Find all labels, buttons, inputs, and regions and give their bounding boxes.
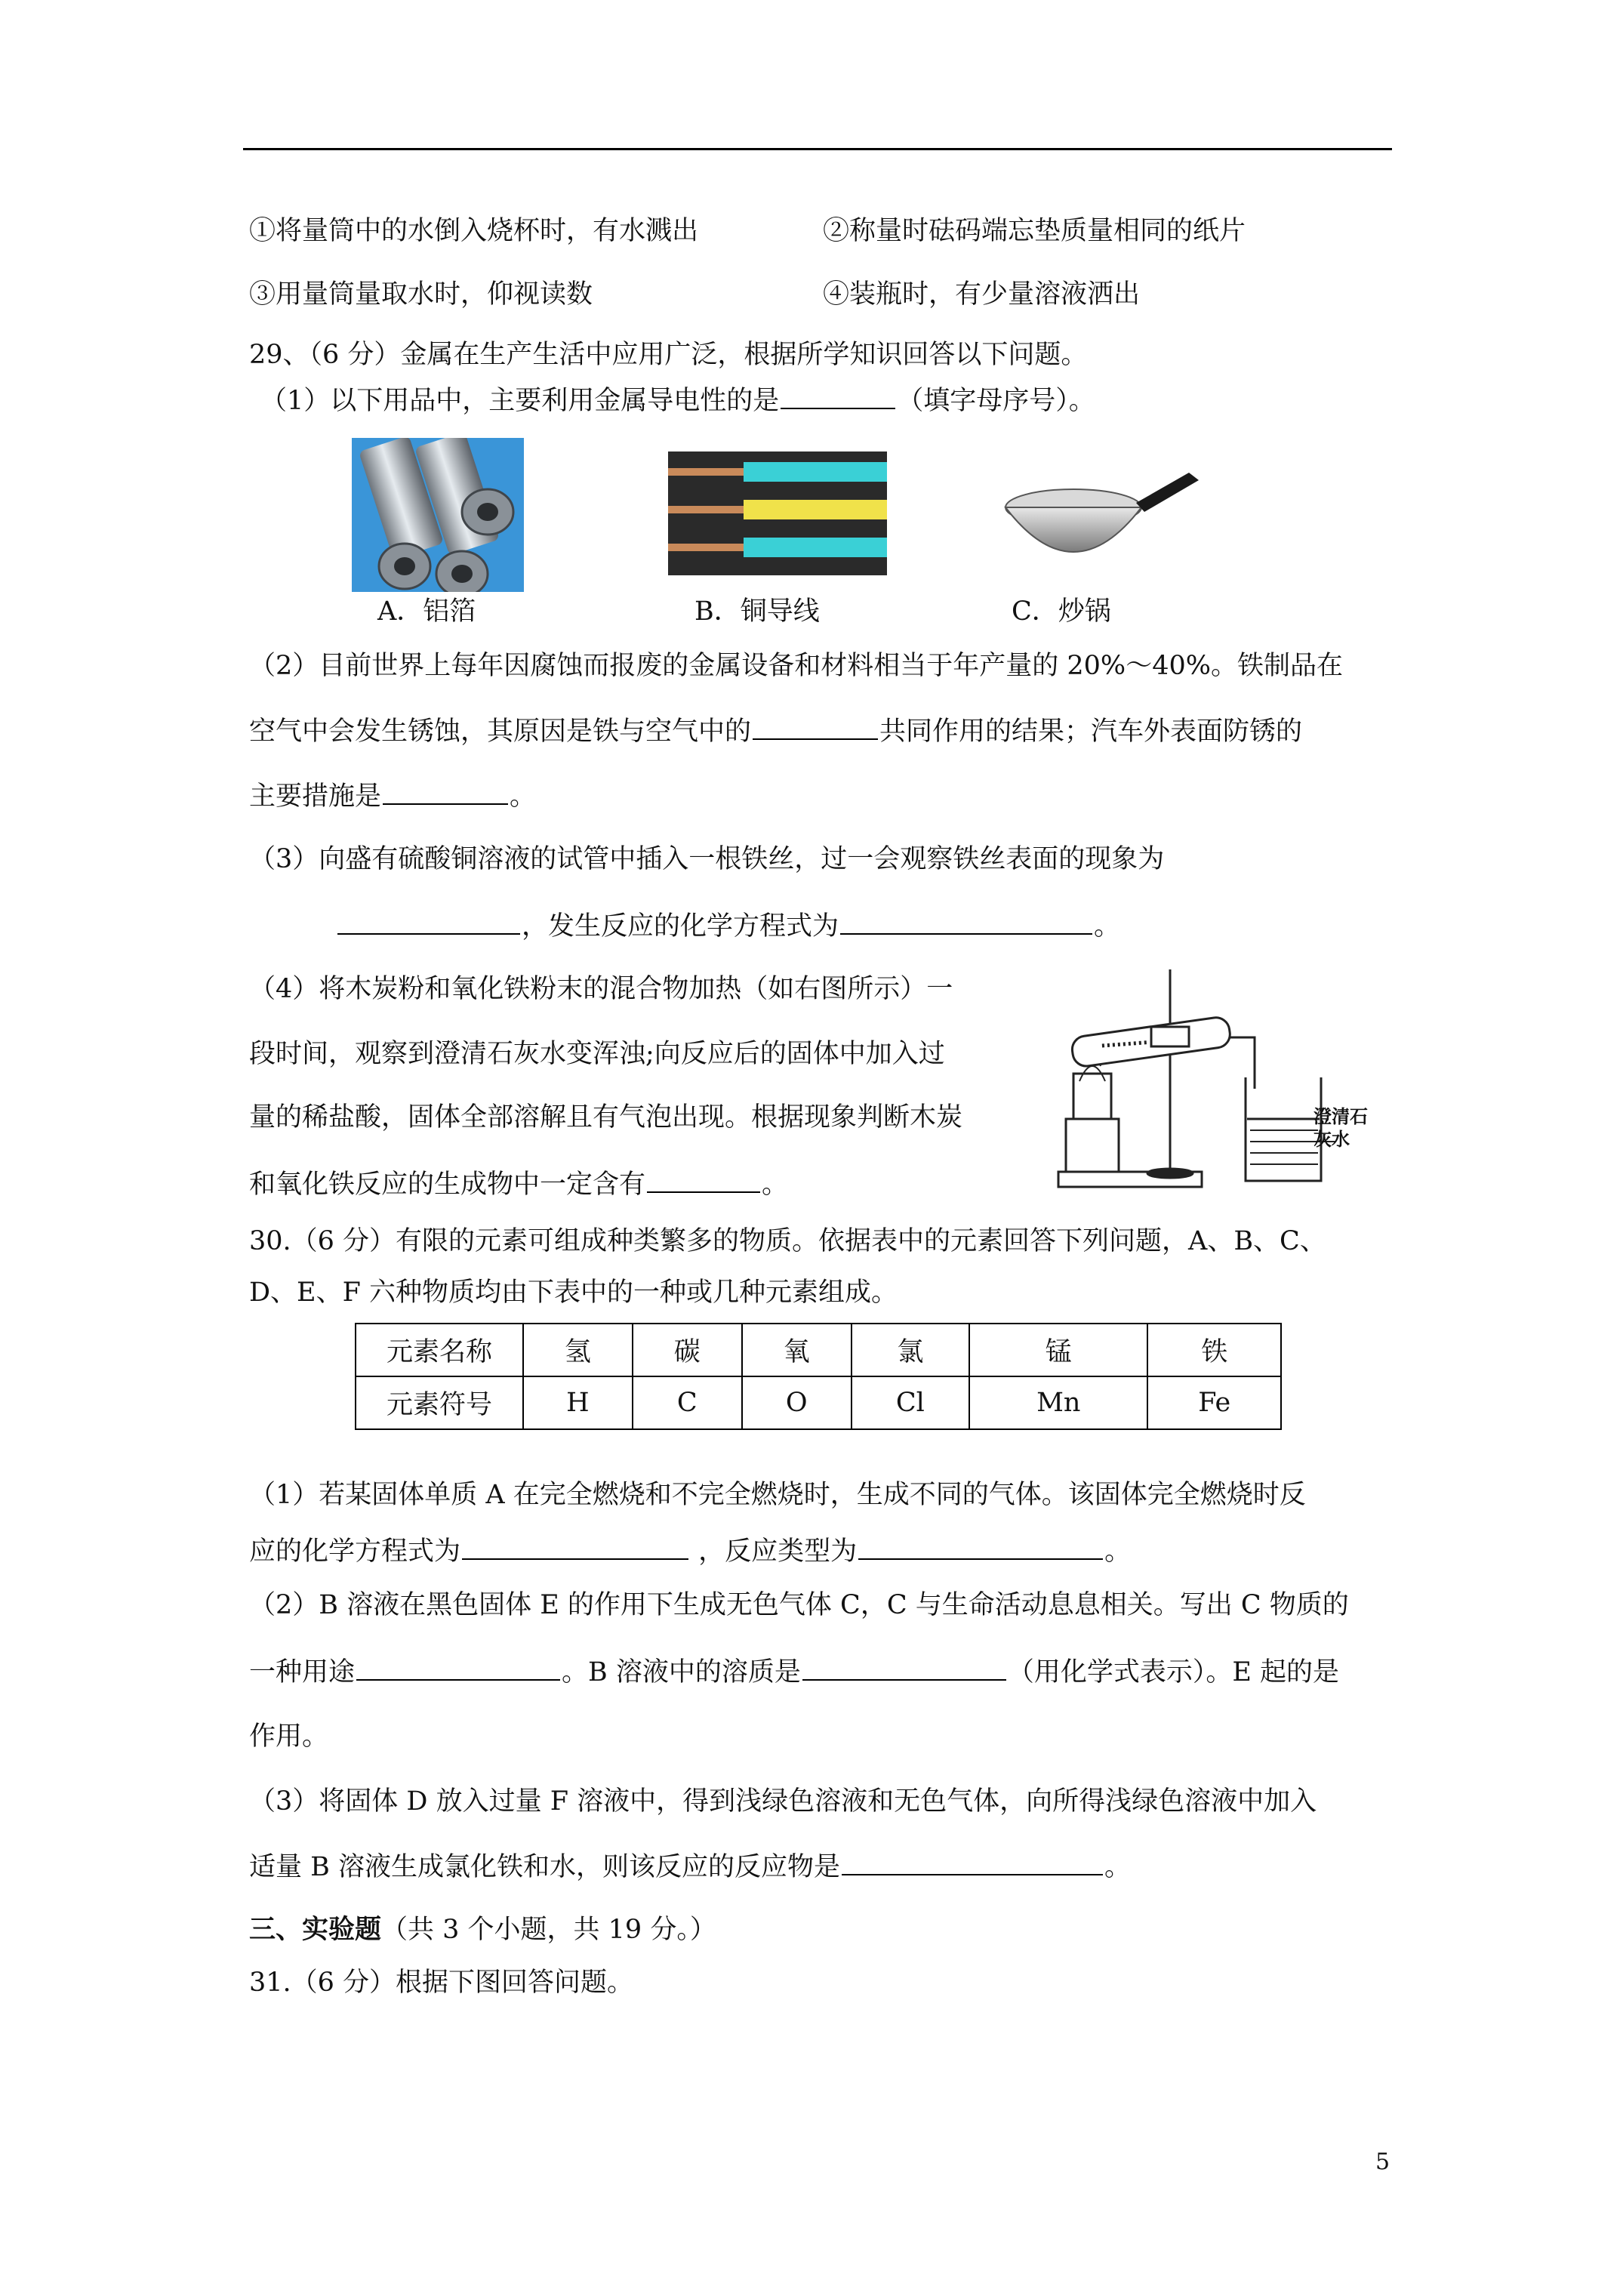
q30-part2-line2: 一种用途 。B 溶液中的溶质是 （用化学式表示）。E 起的是 — [249, 1653, 1339, 1690]
option-3: ③用量筒量取水时，仰视读数 — [249, 279, 593, 310]
table-cell: 锰 — [969, 1324, 1147, 1376]
q31-title: 31.（6 分）根据下图回答问题。 — [249, 1968, 634, 1998]
answer-blank[interactable] — [356, 1653, 560, 1681]
answer-blank[interactable] — [842, 1848, 1103, 1875]
q29-title: 29、（6 分）金属在生产生活中应用广泛，根据所学知识回答以下问题。 — [249, 340, 1088, 370]
option-4: ④装瓶时，有少量溶液洒出 — [823, 279, 1141, 310]
q30-part3-line2: 适量 B 溶液生成氯化铁和水，则该反应的反应物是 。 — [249, 1848, 1131, 1885]
q29-part3-line1: （3）向盛有硫酸铜溶液的试管中插入一根铁丝，过一会观察铁丝表面的现象为 — [249, 844, 1165, 874]
answer-blank[interactable] — [647, 1166, 760, 1193]
q30-part2-line1: （2）B 溶液在黑色固体 E 的作用下生成无色气体 C，C 与生命活动息息相关。写出 C 物质的 — [249, 1590, 1349, 1620]
answer-blank[interactable] — [337, 908, 520, 935]
option-2: ②称量时砝码端忘垫质量相同的纸片 — [823, 216, 1246, 246]
aluminum-foil-image — [352, 438, 524, 592]
apparatus-label: 澄清石灰水 — [1313, 1106, 1368, 1150]
header-rule — [243, 148, 1392, 150]
table-cell: O — [742, 1376, 852, 1429]
answer-blank[interactable] — [858, 1533, 1103, 1560]
q29-part2-line3: 主要措施是 。 — [249, 778, 536, 815]
option-1: ①将量筒中的水倒入烧杯时，有水溅出 — [249, 216, 699, 246]
table-row — [356, 1376, 1281, 1429]
q30-part3-line1: （3）将固体 D 放入过量 F 溶液中，得到浅绿色溶液和无色气体，向所得浅绿色溶液中加入 — [249, 1786, 1317, 1817]
table-cell: 铁 — [1147, 1324, 1281, 1376]
image-b-caption: B．铜导线 — [694, 596, 820, 627]
q30-part1-line2: 应的化学方程式为 ，反应类型为 。 — [249, 1533, 1131, 1570]
apparatus-diagram — [1057, 968, 1412, 1194]
table-cell: 氢 — [523, 1324, 633, 1376]
table-header-cell: 元素名称 — [356, 1324, 523, 1376]
q30-part2-line3: 作用。 — [249, 1721, 329, 1752]
table-cell: 碳 — [633, 1324, 742, 1376]
q29-part4-line1: （4）将木炭粉和氧化铁粉末的混合物加热（如右图所示）一 — [249, 974, 953, 1004]
q30-line2: D、E、F 六种物质均由下表中的一种或几种元素组成。 — [249, 1277, 898, 1308]
table-cell: Cl — [852, 1376, 969, 1429]
q29-part2-line2: 空气中会发生锈蚀，其原因是铁与空气中的 共同作用的结果；汽车外表面防锈的 — [249, 713, 1302, 750]
table-row — [356, 1324, 1281, 1376]
table-cell: Mn — [969, 1376, 1147, 1429]
q29-part2-line1: （2）目前世界上每年因腐蚀而报废的金属设备和材料相当于年产量的 20%～40%。铁制品在 — [249, 651, 1343, 681]
table-cell: Fe — [1147, 1376, 1281, 1429]
section3-title: 三、实验题（共 3 个小题，共 19 分。） — [249, 1914, 716, 1945]
table-cell: C — [633, 1376, 742, 1429]
answer-blank[interactable] — [802, 1653, 1006, 1681]
image-c-caption: C．炒锅 — [1012, 596, 1111, 627]
answer-blank[interactable] — [753, 713, 878, 740]
q29-part3-line2: ，发生反应的化学方程式为 。 — [336, 908, 1120, 945]
q29-part4-line4: 和氧化铁反应的生成物中一定含有 。 — [249, 1166, 788, 1203]
answer-blank[interactable] — [383, 778, 508, 805]
table-cell: 氯 — [852, 1324, 969, 1376]
q29-part1: （1）以下用品中，主要利用金属导电性的是 （填字母序号）。 — [260, 382, 1095, 419]
answer-blank[interactable] — [462, 1533, 688, 1560]
answer-blank[interactable] — [840, 908, 1092, 935]
table-cell: 氧 — [742, 1324, 852, 1376]
table-cell: H — [523, 1376, 633, 1429]
page-number: 5 — [1375, 2149, 1390, 2175]
q30-line1: 30.（6 分）有限的元素可组成种类繁多的物质。依据表中的元素回答下列问题，A、B、C、 — [249, 1226, 1326, 1256]
elements-table — [355, 1323, 1282, 1430]
copper-wires-image — [668, 451, 887, 575]
image-a-caption: A．铝箔 — [377, 596, 476, 627]
table-header-cell: 元素符号 — [356, 1376, 523, 1429]
answer-blank[interactable] — [781, 382, 895, 409]
q29-part4-line2: 段时间，观察到澄清石灰水变浑浊;向反应后的固体中加入过 — [249, 1039, 945, 1069]
q29-part4-line3: 量的稀盐酸，固体全部溶解且有气泡出现。根据现象判断木炭 — [249, 1102, 963, 1133]
wok-image — [1004, 468, 1202, 574]
q30-part1-line1: （1）若某固体单质 A 在完全燃烧和不完全燃烧时，生成不同的气体。该固体完全燃烧时反 — [249, 1480, 1306, 1510]
